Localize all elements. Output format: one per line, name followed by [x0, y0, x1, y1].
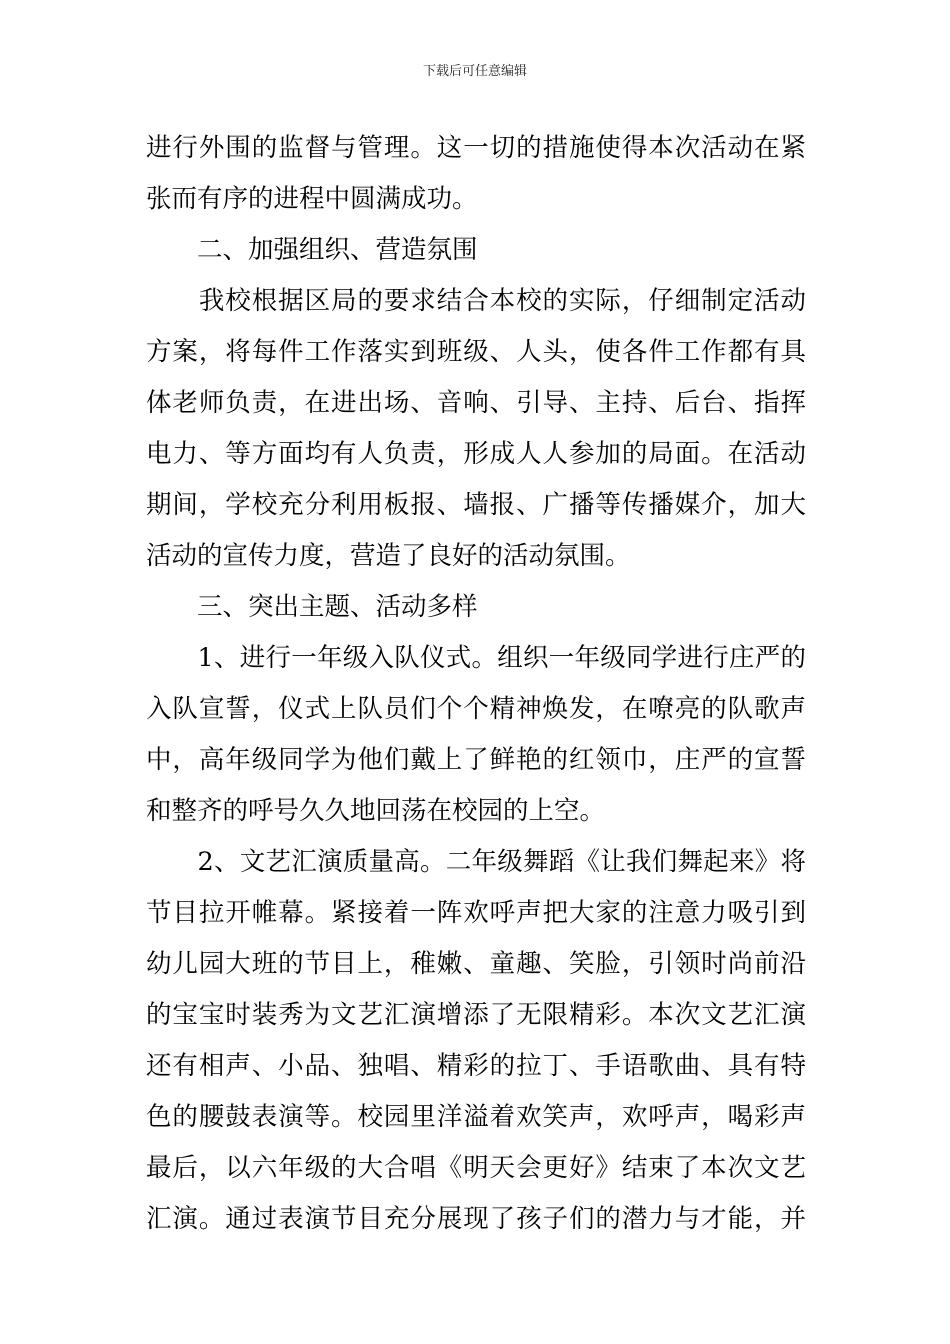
text-line: 最后，以六年级的大合唱《明天会更好》结束了本次文艺 [146, 1153, 806, 1183]
text-line: 电力、等方面均有人负责，形成人人参加的局面。在活动 [146, 439, 806, 469]
document-body [146, 123, 806, 1245]
text-line: 汇演。通过表演节目充分展现了孩子们的潜力与才能，并 [146, 1204, 806, 1234]
text-line: 期间，学校充分利用板报、墙报、广播等传播媒介，加大 [146, 490, 806, 520]
text-line: 活动的宣传力度，营造了良好的活动氛围。 [146, 541, 631, 571]
text-line: 入队宣誓，仪式上队员们个个精神焕发，在嘹亮的队歌声 [146, 694, 806, 724]
text-line: 我校根据区局的要求结合本校的实际，仔细制定活动 [146, 286, 806, 316]
text-line: 1、进行一年级入队仪式。组织一年级同学进行庄严的 [146, 643, 806, 673]
section-heading: 二、加强组织、营造氛围 [146, 235, 478, 265]
text-line: 2、文艺汇演质量高。二年级舞蹈《让我们舞起来》将 [146, 847, 806, 877]
text-line: 的宝宝时装秀为文艺汇演增添了无限精彩。本次文艺汇演 [146, 1000, 806, 1030]
text-line: 中，高年级同学为他们戴上了鲜艳的红领巾，庄严的宣誓 [146, 745, 806, 775]
text-line: 张而有序的进程中圆满成功。 [146, 184, 478, 214]
page-header: 下载后可任意编辑 [422, 64, 527, 79]
text-line: 色的腰鼓表演等。校园里洋溢着欢笑声，欢呼声，喝彩声 [146, 1102, 806, 1132]
section-heading: 三、突出主题、活动多样 [146, 592, 478, 622]
text-line: 进行外围的监督与管理。这一切的措施使得本次活动在紧 [146, 133, 806, 163]
text-line: 和整齐的呼号久久地回荡在校园的上空。 [146, 796, 606, 826]
text-line: 方案，将每件工作落实到班级、人头，使各件工作都有具 [146, 337, 806, 367]
text-line: 体老师负责，在进出场、音响、引导、主持、后台、指挥 [146, 388, 806, 418]
text-line: 幼儿园大班的节目上，稚嫩、童趣、笑脸，引领时尚前沿 [146, 949, 806, 979]
text-line: 节目拉开帷幕。紧接着一阵欢呼声把大家的注意力吸引到 [146, 898, 806, 928]
text-line: 还有相声、小品、独唱、精彩的拉丁、手语歌曲、具有特 [146, 1051, 806, 1081]
